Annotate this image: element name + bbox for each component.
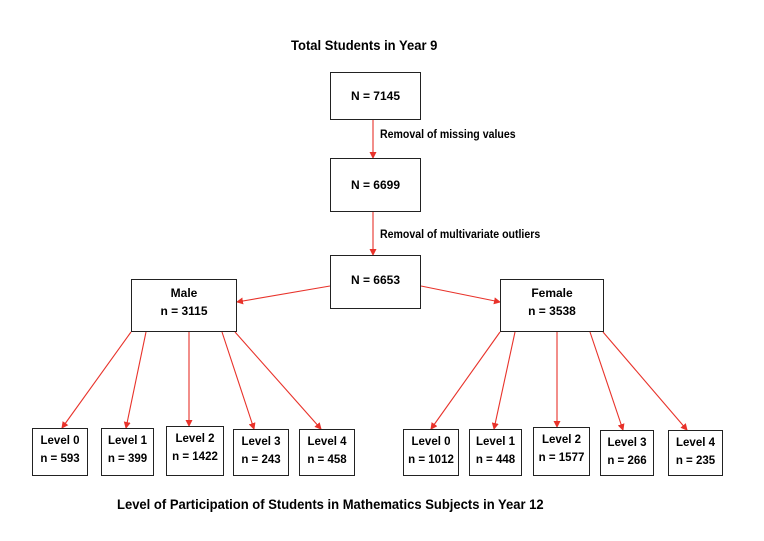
male-level-3 bbox=[233, 429, 289, 476]
male-level-1 bbox=[101, 428, 154, 476]
arrow-male-level0 bbox=[62, 332, 131, 428]
arrow-male-level1 bbox=[126, 332, 146, 428]
arrow-female-level3 bbox=[590, 332, 623, 430]
node-female-count: n = 3538 bbox=[528, 304, 576, 318]
arrow-to-male bbox=[237, 286, 330, 302]
node-male bbox=[131, 279, 237, 332]
female-level-4 bbox=[668, 430, 723, 476]
node-female-label: Female bbox=[531, 286, 573, 300]
female-level-0 bbox=[403, 429, 459, 476]
level-label: Level 3 bbox=[241, 436, 281, 448]
node-after-outliers-count: N = 6653 bbox=[350, 273, 401, 287]
male-level-2 bbox=[166, 426, 224, 476]
node-female bbox=[500, 279, 604, 332]
female-level-2 bbox=[533, 427, 590, 476]
node-after-missing-count: N = 6699 bbox=[350, 178, 401, 192]
node-male-label: Male bbox=[170, 286, 198, 300]
level-label: Level 4 bbox=[676, 437, 715, 449]
female-level-1 bbox=[469, 429, 522, 476]
arrow-female-level1 bbox=[494, 332, 515, 429]
level-count: n = 448 bbox=[475, 454, 516, 466]
node-total bbox=[330, 72, 421, 120]
node-after-missing bbox=[330, 158, 421, 212]
level-count: n = 1577 bbox=[538, 452, 585, 464]
arrow-male-level3 bbox=[222, 332, 254, 429]
level-label: Level 2 bbox=[542, 434, 581, 446]
bottom-title: Level of Participation of Students in Mathematics Subjects in Year 12 bbox=[117, 496, 544, 512]
arrow-to-female bbox=[421, 286, 500, 302]
node-total-count: N = 7145 bbox=[350, 89, 401, 103]
level-count: n = 1422 bbox=[172, 451, 218, 463]
node-male-count: n = 3115 bbox=[160, 304, 208, 318]
level-count: n = 458 bbox=[307, 454, 347, 466]
level-count: n = 235 bbox=[675, 455, 716, 467]
level-count: n = 266 bbox=[607, 455, 647, 467]
female-level-3 bbox=[600, 430, 654, 476]
level-count: n = 243 bbox=[241, 454, 281, 466]
level-label: Level 2 bbox=[175, 433, 215, 445]
node-after-outliers bbox=[330, 255, 421, 309]
level-label: Level 0 bbox=[40, 435, 80, 447]
level-label: Level 4 bbox=[307, 436, 347, 448]
level-count: n = 1012 bbox=[408, 454, 454, 466]
arrow-female-level4 bbox=[603, 332, 687, 430]
level-label: Level 0 bbox=[411, 436, 451, 448]
level-count: n = 593 bbox=[40, 453, 80, 465]
level-label: Level 1 bbox=[476, 436, 515, 448]
edge-label-outliers: Removal of multivariate outliers bbox=[380, 227, 541, 241]
level-label: Level 3 bbox=[607, 437, 647, 449]
male-level-4 bbox=[299, 429, 355, 476]
edge-label-missing: Removal of missing values bbox=[380, 127, 516, 141]
top-title: Total Students in Year 9 bbox=[291, 37, 438, 53]
level-label: Level 1 bbox=[108, 435, 147, 447]
level-count: n = 399 bbox=[107, 453, 148, 465]
arrow-female-level0 bbox=[431, 332, 500, 429]
arrow-male-level4 bbox=[235, 332, 321, 429]
male-level-0 bbox=[32, 428, 88, 476]
